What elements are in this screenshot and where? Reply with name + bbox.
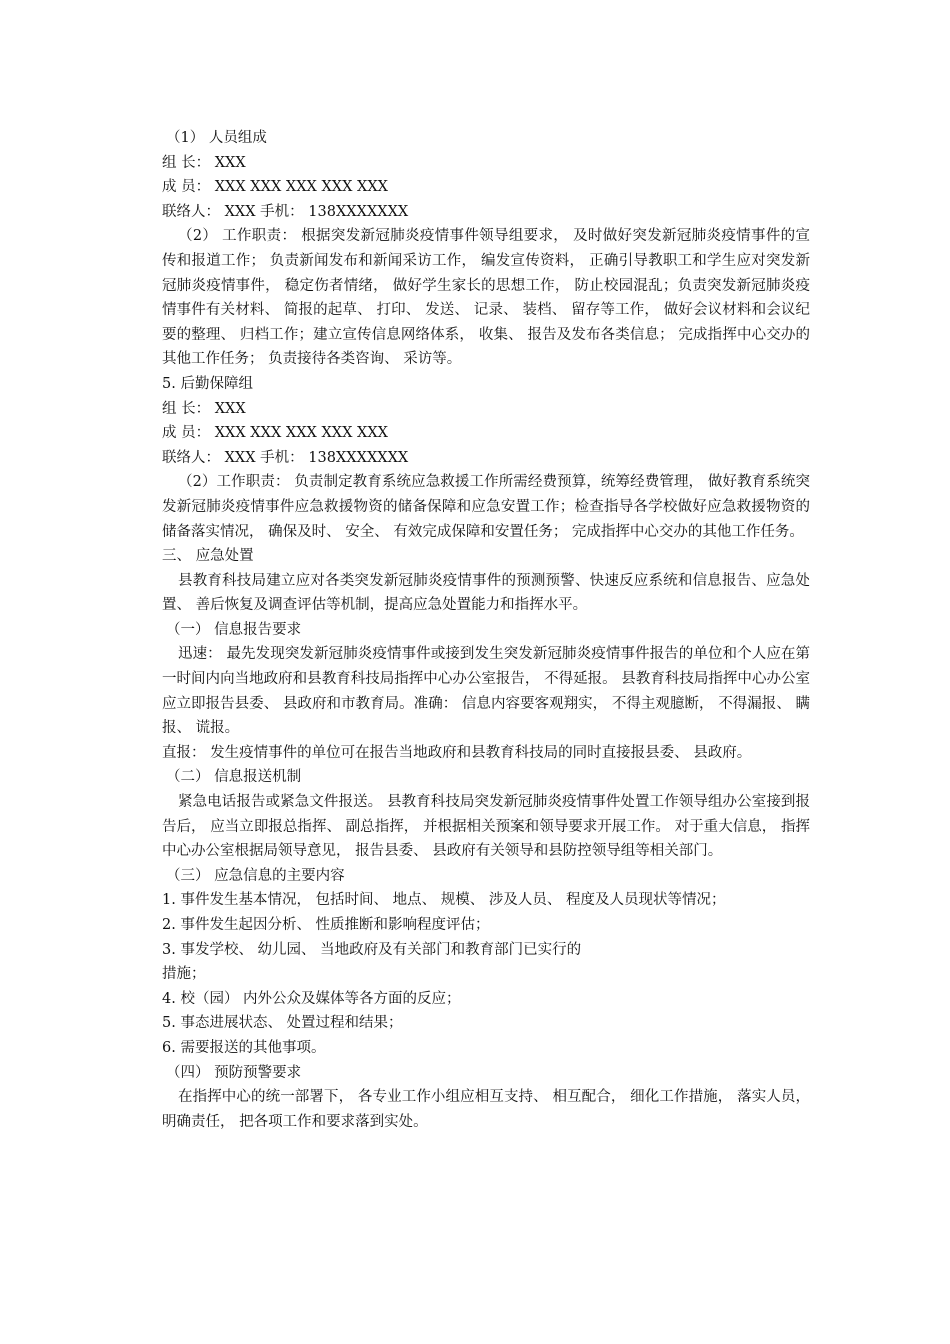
line-contact-2: 联络人： XXX 手机： 138XXXXXXX [162,449,409,466]
line-report-requirements-heading: （一） 信息报告要求 [166,621,302,638]
list-item-3-continued: 措施； [162,966,206,983]
line-group-leader-1: 组 长： XXX [162,154,246,171]
paragraph-report-mechanism: 紧急电话报告或紧急文件报送。 县教育科技局突发新冠肺炎疫情事件处置工作领导组办公室接到报告后， 应当立即报总指挥、 副总指挥， 并根据相关预案和领导要求开展工作。 对于重大信息， 指挥中心办公室根据局领导意见， 报告县委、 县政府有关领导和县防控领导组等相关部门。 [162,794,810,860]
line-contact-1: 联络人： XXX 手机： 138XXXXXXX [162,203,409,220]
paragraph-rapid-accurate: 迅速： 最先发现突发新冠肺炎疫情事件或接到发生突发新冠肺炎疫情事件报告的单位和个人应在第一时间内向当地政府和县教育科技局指挥中心办公室报告， 不得延报。 县教育科技局指挥中心办公室应立即报告县委、 县政府和市教育局。准确： 信息内容要客观翔实， 不得主观臆断， 不得漏报、 瞒报、 谎报。 [162,646,810,737]
paragraph-duties-publicity: （2） 工作职责： 根据突发新冠肺炎疫情事件领导组要求， 及时做好突发新冠肺炎疫情事件的宣传和报道工作； 负责新闻发布和新闻采访工作， 编发宣传资料， 正确引导教职工和学生应对突发新冠肺炎疫情事件， 稳定伤者情绪， 做好学生家长的思想工作， 防止校园混乱；负责突发新冠肺炎疫情事件有关材料、 简报的起草、 打印、 发送、 记录、 装档、 留存等工作， 做好会议材料和会议纪要的整理、 归档工作；建立宣传信息网络体系， 收集、 报告及发布各类信息； 完成指挥中心交办的其他工作任务； 负责接待各类咨询、 采访等。 [162,228,810,368]
list-item-5: 5. 事态进展状态、 处置过程和结果； [162,1015,403,1032]
line-report-mechanism-heading: （二） 信息报送机制 [166,769,302,786]
paragraph-prevention: 在指挥中心的统一部署下， 各专业工作小组应相互支持、 相互配合， 细化工作措施， 落实人员， 明确责任， 把各项工作和要求落到实处。 [162,1089,810,1130]
paragraph-direct-report: 直报： 发生疫情事件的单位可在报告当地政府和县教育科技局的同时直接报县委、 县政府。 [162,744,752,761]
line-group-leader-2: 组 长： XXX [162,400,246,417]
line-members-2: 成 员： XXX XXX XXX XXX XXX [162,425,388,442]
paragraph-duties-logistics: （2）工作职责： 负责制定教育系统应急救援工作所需经费预算，统筹经费管理， 做好教育系统突发新冠肺炎疫情事件应急救援物资的储备保障和应急安置工作；检查指导各学校做好应急救援物资的储备落实情况， 确保及时、 安全、 有效完成保障和安置任务； 完成指挥中心交办的其他工作任务。 [162,474,810,540]
document-body [146,126,810,1134]
list-item-6: 6. 需要报送的其他事项。 [162,1039,326,1056]
line-members-1: 成 员： XXX XXX XXX XXX XXX [162,179,388,196]
paragraph-emergency-mechanism: 县教育科技局建立应对各类突发新冠肺炎疫情事件的预测预警、快速反应系统和信息报告、应急处置、 善后恢复及调查评估等机制，提高应急处置能力和指挥水平。 [162,572,810,614]
list-item-4: 4. 校（园） 内外公众及媒体等各方面的反应； [162,990,461,1007]
line-personnel-heading: （1） 人员组成 [166,130,267,146]
list-item-3: 3. 事发学校、 幼儿园、 当地政府及有关部门和教育部门已实行的 [162,941,582,958]
line-prevention-heading: （四） 预防预警要求 [166,1064,302,1081]
line-main-content-heading: （三） 应急信息的主要内容 [166,867,345,884]
line-logistics-heading: 5. 后勤保障组 [162,375,253,392]
list-item-2: 2. 事件发生起因分析、 性质推断和影响程度评估； [162,917,490,933]
line-section-three-heading: 三、 应急处置 [162,548,254,565]
list-item-1: 1. 事件发生基本情况， 包括时间、 地点、 规模、 涉及人员、 程度及人员现状等情况； [162,892,726,909]
